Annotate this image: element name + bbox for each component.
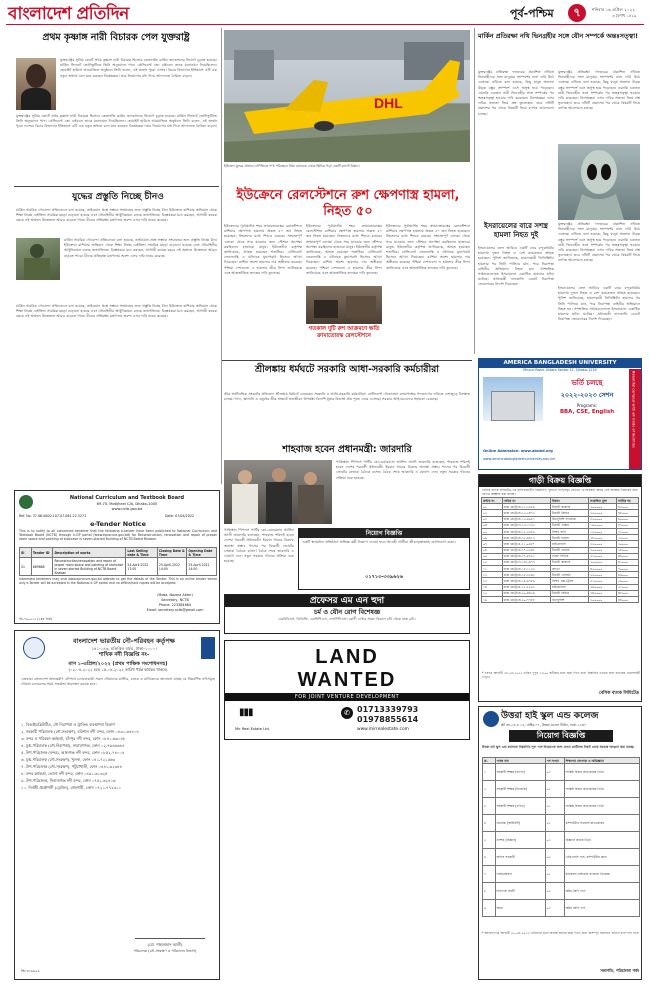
table-cell: প্রাডো	[551, 566, 589, 572]
land-wanted-ad	[224, 640, 470, 740]
table-cell: ০৫	[482, 528, 503, 534]
table-cell: ঢাকা মেট্রো-ঘ-১৭-২২৪৫	[502, 547, 550, 553]
table-cell: ২০০০০০	[589, 504, 617, 510]
table-cell: ০১	[545, 798, 564, 815]
land-subtitle: FOR JOINT VENTURE DEVELOPMENT	[225, 693, 469, 701]
vehicle-sale-notice	[478, 474, 642, 702]
table-cell: ০১	[545, 764, 564, 781]
table-row	[483, 883, 640, 900]
school-name: উত্তরা হাই স্কুল এন্ড কলেজ	[501, 711, 599, 721]
table-cell: টয়োটা করোলা	[551, 559, 589, 565]
table-header: Last Selling date & Time	[126, 548, 158, 558]
nctb-email: Email: secretary.nctb@gmail.com	[146, 608, 204, 612]
table-cell: ০১	[545, 900, 564, 917]
table-cell: সংশ্লিষ্ট বিষয়ে স্নাতকোত্তর ডিগ্রি	[564, 781, 639, 798]
article-3-subheadline: গতকাল দুটি রুশ আক্রমণে ক্ষতি ক্রামাতোরস্ক রেলস্টেশনে	[308, 326, 380, 339]
table-cell: ০৯	[482, 553, 503, 559]
table-header: Description of works	[53, 548, 126, 558]
table-cell: ৫১০০০	[617, 584, 639, 590]
column-rule	[474, 28, 475, 354]
table-header: ক্রমিক নং	[482, 498, 503, 504]
table-header: SI	[20, 548, 32, 558]
biwta-org: বাংলাদেশ ভারতীয় নৌ-পরিবহন কর্তৃপক্ষ	[73, 637, 175, 645]
university-building-photo	[483, 377, 543, 421]
table-cell: ৫৯০০০	[617, 578, 639, 584]
nctb-code: জি-৭৯০৫১৫ (২x৪ ইঞ্চি)	[19, 617, 53, 621]
table-cell: ২৪০০০০	[589, 590, 617, 596]
table-cell: প্রভাষক (আইসিটি)	[495, 815, 545, 832]
list-item: ১০. নির্বাহী প্রকৌশলী (ড্রেজিং), রাজশাহী, ফোন ০৭২১-৭৭২৩১১	[21, 785, 121, 790]
list-item: ১. বিআইডব্লিউটিএ, নৌ নিরাপত্তা ও ট্রাফিক ব্যবস্থাপনা বিভাগ	[21, 722, 115, 727]
table-cell: ৪৪০০০	[617, 597, 639, 603]
table-cell: কম্পিউটার সায়েন্সে স্নাতকোত্তর	[564, 815, 639, 832]
table-cell: ঢাকা মেট্রো-ঘ-১৫-৩৩৮৯	[502, 528, 550, 534]
table-cell: ৪	[483, 815, 496, 832]
table-row	[20, 558, 217, 576]
table-cell: ৩	[483, 798, 496, 815]
article-2-headline: যুদ্ধের প্রস্তুতি নিচ্ছে চীনও	[72, 192, 164, 202]
table-header: Opening Date & Time	[187, 548, 217, 558]
table-cell: অফিস সহকারী	[495, 849, 545, 866]
table-cell: ০১	[545, 832, 564, 849]
biwta-code: জি-৭৮৯৬২৬	[21, 969, 40, 973]
table-cell: ০৭	[482, 541, 503, 547]
table-cell: ১৯০০০০	[589, 522, 617, 528]
article-2-body-cont: মার্কিন সামরিক গোয়েন্দা প্রতিবেদনে বলা হয়েছে, তাইওয়ান প্রশ্নে সম্ভাব্য সংঘাতের জন্য প্রস্তুতি নিচ্ছে চীন। ইউক্রেনে রাশিয়ার অভিযান থেকে শিক্ষা নিচ্ছে বেইজিং। সামরিক মহড়া বাড়ানো হয়েছে এবং নৌবাহিনীর আধুনিকায়ন চলছে দ্রুতগতিতে। বিশ্লেষকরা মনে করছেন, আগামী কয়েক বছরে এই অঞ্চলে উত্তেজনা আরও বাড়তে পারে। চীনের প্রতিরক্ষা মন্ত্রণালয় অবশ্য এসব দাবি নাকচ করেছে।	[64, 238, 217, 258]
table-row	[483, 798, 640, 815]
article-4-headline: মার্কিন প্রতিরক্ষা নথি ভিনগ্রহীর সঙ্গে যৌন সম্পর্কে অন্তঃসত্ত্বা!	[478, 32, 638, 40]
list-item: ৯. উপ-পরিচালক, সিরাজগঞ্জ নদী বন্দর, ফোন ০৭৫১-৬২৪১৬	[21, 778, 116, 783]
university-address: Mirpur Road, Uttara Sector-11, Dhaka-1230	[523, 368, 597, 372]
article-1-body: যুক্তরাষ্ট্রের সুপ্রিম কোর্টে প্রথম কৃষ্ণাঙ্গ নারী বিচারক হিসেবে কেতানজি ব্রাউন জ্যাকসনের নিয়োগ চূড়ান্ত হয়েছে। মার্কিন সিনেটে ভোটাভুটিতে তিনি অনুমোদন পান। প্রেসিডেন্ট জো বাইডেন তাকে মনোনয়ন দিয়েছিলেন। হোয়াইট হাউসে আয়োজিত অনুষ্ঠানে তিনি বলেন, এই অর্জন পুরো দেশের। বিচার বিভাগের ইতিহাসে এটি এক নতুন অধ্যায় বলে মনে করছেন বিশ্লেষকরা। তার নিয়োগের মধ্য দিয়ে আদালতে বৈচিত্র্য বাড়ল।	[60, 58, 217, 78]
university-slogan: Beautiful campus with all kinds of facilities	[631, 371, 636, 448]
list-item: ৪. যুগ্ম-পরিচালক (নৌ-নিরাপত্তা), নারায়ণগঞ্জ, ফোন ০২-৭৬৪৬৬৪৪	[21, 743, 125, 748]
nctb-intro: This is to notify to all concerned tenderer that the following e-tender have been published to National Curriculum and Textbook Board (NCTB) through e-GP portal (www.eprocure.gov.bd) for Reconstruction, renovation and repair of proper room space and painting of staircase in seven-storied Building of NCTB Board Bhaban.	[19, 529, 217, 542]
table-cell: মিতসুবিশি পাজেরো	[551, 516, 589, 522]
table-cell: ৭	[483, 866, 496, 883]
table-cell: মাইক্রোবাস	[551, 541, 589, 547]
table-cell: ৪৮০০০	[617, 510, 639, 516]
table-cell: ১৩	[482, 578, 503, 584]
table-cell: ৪৬০০০	[617, 553, 639, 559]
list-item: ৭. উপ-পরিচালক (নৌ-সংরক্ষণ), পটুয়াখালী, ফোন ০৪৪১-৬২৩৪৪	[21, 764, 122, 769]
company-logo: ▮▮▮	[239, 707, 253, 718]
table-cell: ঢাকা মেট্রো-ঘ-২০-৪৪৫৬	[502, 590, 550, 596]
biwta-title: শাখিক নদী বিজ্ঞপ্তি নং-	[98, 652, 150, 658]
land-phone-1: 01713339793	[357, 705, 419, 714]
table-cell: ৫৮০০০	[617, 547, 639, 553]
table-row	[483, 866, 640, 883]
table-header: Closing Date & Time	[157, 548, 187, 558]
table-cell: ঢাকা মেট্রো-গ-১৪-৫৬৭৭	[502, 559, 550, 565]
date-line: শনিবার ১৬ এপ্রিল ২০২২	[592, 7, 635, 12]
session-label: ২০২২-২০২৩ সেশন	[560, 391, 614, 399]
article-5-body-cont: ইসরায়েলের তেল আবিবে একটি বারে বন্দুকধারীর হামলায় দুজন নিহত ও বেশ কয়েকজন আহত হয়েছেন। পুলিশ জানিয়েছে, হামলাকারী ফিলিস্তিনি। হামলার পর তিনি পালিয়ে যান, পরে নিরাপত্তা বাহিনীর অভিযানে নিহত হন। সাম্প্রতিক সপ্তাহগুলোতে ইসরায়েলে একাধিক হামলার ঘটনা ঘটেছে। প্রধানমন্ত্রী নাফতালি বেনেট নিরাপত্তা জোরদারের নির্দেশ দিয়েছেন।	[558, 286, 640, 322]
school-notice-title: নিয়োগ বিজ্ঞপ্তি	[509, 730, 613, 742]
table-row	[483, 815, 640, 832]
table-cell: সংশ্লিষ্ট বিষয়ে স্নাতকোত্তর ডিগ্রি	[564, 798, 639, 815]
school-address: প্লট নং-১৩ ও ১৫, সেক্টর-০৭, উত্তরা মডেল টাউন, ঢাকা-১২৩০	[501, 723, 587, 727]
table-header: গাড়ির নং	[502, 498, 550, 504]
article-1-headline: প্রথম কৃষ্ণাঙ্গ নারী বিচারক পেল যুক্তরাষ্ট্র	[42, 32, 190, 43]
table-cell: ৫০০০০	[617, 541, 639, 547]
table-cell: ০১	[482, 504, 503, 510]
table-cell: ৫৫০০০	[617, 535, 639, 541]
plane-photo-caption: ইউক্রেন যুদ্ধের প্রভাবে বাণিজ্যিক পণ্য পরিবহনে বিঘ্ন। রানওয়ে থেকে ছিটকে পড়া একটি কার্গো বিমান।	[224, 164, 360, 168]
table-cell: ২৮০০০০	[589, 535, 617, 541]
table-cell: ০৮	[482, 547, 503, 553]
nctb-signer-title: Secretary, NCTB	[161, 598, 189, 602]
column-rule	[221, 28, 222, 484]
table-cell: ঢাকা মেট্রো-ঘ-২০-৭৭৮৮	[502, 597, 550, 603]
table-cell: টয়োটা নোয়াহ	[551, 547, 589, 553]
job-ad-phone: ০১৭১৩-৩৩৯৬২৬	[365, 574, 403, 580]
table-cell: ৪৯০০০	[617, 572, 639, 578]
article-5-headline: ইসরায়েলের বারে সশস্ত্র হামলা নিহত দুই	[483, 222, 548, 239]
biwta-notice	[14, 630, 220, 980]
vehicle-table	[481, 497, 639, 603]
land-website: www.mirrealestate.com	[357, 727, 409, 732]
admission-label: ভর্তি চলছে	[571, 379, 603, 387]
article-3-headline: ইউক্রেনে রেলস্টেশনে রুশ ক্ষেপণাস্ত্র হামলা, নিহত ৫০	[236, 188, 460, 219]
table-cell: ৪৮০০০	[617, 590, 639, 596]
politicians-photo	[224, 460, 332, 524]
table-header: ক্র.	[483, 758, 496, 764]
phone-icon: ✆	[341, 707, 353, 719]
nctb-address: 69-70, Motijheel C/A, Dhaka-1000	[96, 502, 158, 506]
justice-photo	[16, 58, 56, 110]
table-cell: ৫	[483, 832, 496, 849]
school-intro: উত্তরা হাই স্কুল এন্ড কলেজে নিম্নবর্ণিত শূন্য পদে নিয়োগের জন্য যোগ্য প্রার্থীদের নিকট থেকে দরখাস্ত আহ্বান করা যাচ্ছে।	[482, 745, 635, 749]
table-header: সংরক্ষিত মূল্য	[589, 498, 617, 504]
university-name: AMERICA BANGLADESH UNIVERSITY	[479, 359, 641, 368]
table-cell: ৩০০০০০	[589, 547, 617, 553]
table-cell: ২৬০০০০	[589, 584, 617, 590]
biwta-intro: এতদ্বারা বাংলাদেশ অভ্যন্তরীণ নৌপথে চলাচলকারী সকল নৌযানের মাস্টার, চালক ও মালিকদের জানানো যাচ্ছে যে নিম্নবর্ণিত নদীসমূহে নৌযান চলাচলের সময় সতর্কতা অবলম্বন করতে হবে।	[21, 677, 215, 687]
nctb-date: Date: 07/04/2022	[165, 514, 195, 518]
svg-text:DHL: DHL	[374, 95, 403, 111]
table-cell: অষ্টম শ্রেণি পাস	[564, 900, 639, 917]
table-cell: হোন্ডা সিভিক	[551, 553, 589, 559]
table-cell: ১১	[482, 566, 503, 572]
list-item: ৫. উপ-পরিচালক (বন্দর), আশুগঞ্জ নদী বন্দর, ফোন ০৮৫২-৭৪০০৪	[21, 750, 125, 755]
table-cell: বিজ্ঞানে স্নাতক ডিগ্রি	[564, 832, 639, 849]
table-cell: সহকারী শিক্ষক (বাংলা)	[495, 764, 545, 781]
article-7-body-cont: পাকিস্তান পিপলস পার্টির কো-চেয়ারম্যান আসিফ আলী জারদারি বলেছেন, শাহবাজ শরিফই হবেন দেশের পরবর্তী প্রধানমন্ত্রী। ইমরান খানের বিরুদ্ধে অনাস্থা প্রস্তাব পাসের পর বিরোধী জোটের নেতারা বৈঠকে বসেন। বৈঠক শেষে জারদারি এ ঘোষণা দেন। নতুন সরকার গঠনের প্রক্রিয়া শুরু হয়েছে।	[224, 528, 294, 564]
table-cell: ঢাকা মেট্রো-ঘ-১৭-৮৮৯১	[502, 553, 550, 559]
biwta-address: ১৪১-১৪৩, মতিঝিল বা/এ, ঢাকা-১০০০।	[91, 646, 157, 651]
article-4-body-end: যুক্তরাষ্ট্রের প্রতিরক্ষা দফতরের প্রকাশিত নথিতে ভিনগ্রহীদের সঙ্গে মানুষের সংস্পর্শের নানা দাবি উঠে এসেছে। নথিতে বলা হয়েছে, কিছু মানুষ অজানা উড়ন্ত বস্তুর সংস্পর্শে এসে অসুস্থ হয়ে পড়েছেন। এমনকি একজন নারী ভিনগ্রহীর সঙ্গে সম্পর্কের পর অন্তঃসত্ত্বা হওয়ার দাবি করেছেন। বিশেষজ্ঞরা এসব দাবির সত্যতা নিয়ে প্রশ্ন তুলেছেন। তবে নথিটি প্রকাশের পর থেকে বিষয়টি নিয়ে ব্যাপক আলোচনা চলছে।	[558, 222, 640, 263]
table-cell: সংশ্লিষ্ট বিষয়ে স্নাতকোত্তর ডিগ্রি	[564, 764, 639, 781]
table-cell: ০২	[482, 510, 503, 516]
soldier-photo	[16, 238, 60, 280]
article-4-body: যুক্তরাষ্ট্রের প্রতিরক্ষা দফতরের প্রকাশিত নথিতে ভিনগ্রহীদের সঙ্গে মানুষের সংস্পর্শের নানা দাবি উঠে এসেছে। নথিতে বলা হয়েছে, কিছু মানুষ অজানা উড়ন্ত বস্তুর সংস্পর্শে এসে অসুস্থ হয়ে পড়েছেন। এমনকি একজন নারী ভিনগ্রহীর সঙ্গে সম্পর্কের পর অন্তঃসত্ত্বা হওয়ার দাবি করেছেন। বিশেষজ্ঞরা এসব দাবির সত্যতা নিয়ে প্রশ্ন তুলেছেন। তবে নথিটি প্রকাশের পর থেকে বিষয়টি নিয়ে ব্যাপক আলোচনা চলছে।	[478, 70, 554, 116]
job-ad-body: একটি স্বনামধন্য প্রতিষ্ঠানে অভিজ্ঞ কর্মী নিয়োগ দেওয়া হবে। আগ্রহী প্রার্থীরা জীবনবৃত্তান্তসহ যোগাযোগ করুন।	[302, 540, 456, 544]
table-cell: ০৪	[482, 522, 503, 528]
table-cell: ৬	[483, 849, 496, 866]
article-4-body-right: যুক্তরাষ্ট্রের প্রতিরক্ষা দফতরের প্রকাশিত নথিতে ভিনগ্রহীদের সঙ্গে মানুষের সংস্পর্শের নানা দাবি উঠে এসেছে। নথিতে বলা হয়েছে, কিছু মানুষ অজানা উড়ন্ত বস্তুর সংস্পর্শে এসে অসুস্থ হয়ে পড়েছেন। এমনকি একজন নারী ভিনগ্রহীর সঙ্গে সম্পর্কের পর অন্তঃসত্ত্বা হওয়ার দাবি করেছেন। বিশেষজ্ঞরা এসব দাবির সত্যতা নিয়ে প্রশ্ন তুলেছেন। তবে নথিটি প্রকাশের পর থেকে বিষয়টি নিয়ে ব্যাপক আলোচনা চলছে।	[558, 70, 640, 111]
university-website: www.americabangladeshuniversity.edu.bd	[483, 457, 555, 461]
table-header: সর্বনিম্ন দর	[617, 498, 639, 504]
article-7-headline: শাহবাজ হবেন প্রধানমন্ত্রী: জারদারি	[282, 444, 412, 455]
table-cell: এইচএসসি পাস, কম্পিউটার জ্ঞান	[564, 849, 639, 866]
table-cell: 25-April-2022 14:00	[157, 558, 187, 576]
article-3-body: ইউক্রেনের পূর্বাঞ্চলীয় শহর ক্রামাতোরস্কের রেলস্টেশনে রাশিয়ার ক্ষেপণাস্ত্র হামলায় অন্তত ৫০ জন নিহত হয়েছেন। নিহতদের মধ্যে শিশুও রয়েছে। সংঘাতপূর্ণ এলাকা থেকে সরে যাওয়ার জন্য স্টেশনে অপেক্ষা করছিলেন হাজারো মানুষ। ইউক্রেনীয় কর্তৃপক্ষ জানিয়েছে, আহত হয়েছেন শতাধিক। প্রেসিডেন্ট জেলেনস্কি এ ঘটনাকে যুদ্ধাপরাধ হিসেবে আখ্যা দিয়েছেন। রাশিয়া অবশ্য হামলার দায় অস্বীকার করেছে। পশ্চিমা দেশগুলো এ হামলার তীব্র নিন্দা জানিয়েছে এবং আন্তর্জাতিক তদন্তের দাবি তুলেছে।	[224, 224, 302, 275]
table-cell: ১০	[482, 559, 503, 565]
table-row	[483, 849, 640, 866]
table-header: পদ সংখ্যা	[545, 758, 564, 764]
table-cell: ৭০০০০	[617, 566, 639, 572]
table-cell: ৯	[483, 900, 496, 917]
list-item: ৮. বন্দর কর্মকর্তা, ভোলা নদী বন্দর, ফোন ০৪৯১-৬১৩২৫	[21, 771, 108, 776]
table-cell: ১	[483, 764, 496, 781]
table-header: শিক্ষাগত যোগ্যতা ও অভিজ্ঞতা	[564, 758, 639, 764]
doctor-specialty: চর্ম ও যৌন রোগ বিশেষজ্ঞ	[313, 608, 381, 616]
article-6-headline: শ্রীলঙ্কায় ধর্মঘটে সরকারি আধা-সরকারি কর্মচারীরা	[254, 364, 439, 375]
table-cell: ০১	[545, 866, 564, 883]
table-row	[482, 597, 639, 603]
biwta-signature	[135, 927, 205, 939]
school-recruitment-notice	[478, 706, 642, 980]
table-cell: লাইব্রেরিয়ান	[495, 866, 545, 883]
table-row	[483, 764, 640, 781]
table-cell: 01	[20, 558, 32, 576]
table-row	[483, 900, 640, 917]
page-number: ৭	[568, 4, 586, 22]
table-cell: ৪৫০০০০	[589, 566, 617, 572]
table-header: পদের নাম	[495, 758, 545, 764]
land-phone-2: 01978855614	[357, 715, 419, 724]
table-cell: ১২	[482, 572, 503, 578]
table-cell: ১৫০০০০	[589, 528, 617, 534]
biwta-signer-title: পরিচালক (নৌ-সংরক্ষণ ও পরিচালন বিভাগ)	[133, 949, 197, 953]
table-cell: ২২০০০০	[589, 510, 617, 516]
school-jobs-table	[482, 757, 640, 917]
plane-illustration	[224, 30, 470, 162]
school-notes: * আবেদনপত্র আগামী ৩০-০৪-২০২২ তারিখের মধ্যে অধ্যক্ষ বরাবর জমা দিতে হবে। অসম্পূর্ণ আবেদন বাতিল বলে গণ্য হবে।	[482, 931, 639, 935]
doctor-ad-body: এমবিবিএস, ডিডিভি, এমসিপিএস, এফসিপিএস। রোগী দেখার সময়: বিকাল ৪টা থেকে রাত ৯টা।	[278, 617, 416, 621]
programs-list: BBA, CSE, English	[559, 409, 615, 415]
railway-station-photo	[306, 286, 382, 324]
table-cell: অষ্টম শ্রেণি পাস	[564, 883, 639, 900]
table-cell: ৪২০০০	[617, 522, 639, 528]
article-2-body-end: মার্কিন সামরিক গোয়েন্দা প্রতিবেদনে বলা হয়েছে, তাইওয়ান প্রশ্নে সম্ভাব্য সংঘাতের জন্য প্রস্তুতি নিচ্ছে চীন। ইউক্রেনে রাশিয়ার অভিযান থেকে শিক্ষা নিচ্ছে বেইজিং। সামরিক মহড়া বাড়ানো হয়েছে এবং নৌবাহিনীর আধুনিকায়ন চলছে দ্রুতগতিতে। বিশ্লেষকরা মনে করছেন, আগামী কয়েক বছরে এই অঞ্চলে উত্তেজনা আরও বাড়তে পারে। চীনের প্রতিরক্ষা মন্ত্রণালয় অবশ্য এসব দাবি নাকচ করেছে।	[16, 304, 217, 319]
nctb-signer: (Mosa. Nazma Akter)	[157, 593, 193, 597]
university-ad	[478, 358, 642, 470]
article-4-kicker	[478, 32, 638, 42]
table-cell: সহকারী শিক্ষক (গণিত)	[495, 798, 545, 815]
vehicle-sale-title: গাড়ী বিক্রয় বিজ্ঞপ্তি	[479, 475, 641, 487]
table-cell: প্রদর্শক (বিজ্ঞান)	[495, 832, 545, 849]
article-5-body: ইসরায়েলের তেল আবিবে একটি বারে বন্দুকধারীর হামলায় দুজন নিহত ও বেশ কয়েকজন আহত হয়েছেন। পুলিশ জানিয়েছে, হামলাকারী ফিলিস্তিনি। হামলার পর তিনি পালিয়ে যান, পরে নিরাপত্তা বাহিনীর অভিযানে নিহত হন। সাম্প্রতিক সপ্তাহগুলোতে ইসরায়েলে একাধিক হামলার ঘটনা ঘটেছে। প্রধানমন্ত্রী নাফতালি বেনেট নিরাপত্তা জোরদারের নির্দেশ দিয়েছেন।	[478, 246, 554, 287]
school-signer: সভাপতি, পরিচালনা পর্ষদ	[600, 968, 639, 973]
nctb-footer: Interested tenderers may visit www.eprocure.gov.bd website to get the details of the Tender. This is an online tender where only e-Tender will be accepted in the National e-GP portal and no offline/hard copies will be accepted.	[19, 577, 217, 585]
article-1-body-cont: যুক্তরাষ্ট্রের সুপ্রিম কোর্টে প্রথম কৃষ্ণাঙ্গ নারী বিচারক হিসেবে কেতানজি ব্রাউন জ্যাকসনের নিয়োগ চূড়ান্ত হয়েছে। মার্কিন সিনেটে ভোটাভুটিতে তিনি অনুমোদন পান। প্রেসিডেন্ট জো বাইডেন তাকে মনোনয়ন দিয়েছিলেন। হোয়াইট হাউসে আয়োজিত অনুষ্ঠানে তিনি বলেন, এই অর্জন পুরো দেশের। বিচার বিভাগের ইতিহাসে এটি এক নতুন অধ্যায় বলে মনে করছেন বিশ্লেষকরা। তার নিয়োগের মধ্য দিয়ে আদালতে বৈচিত্র্য বাড়ল।	[16, 114, 217, 129]
biwta-logo	[23, 637, 45, 659]
table-cell: টয়োটা প্রিমিও	[551, 590, 589, 596]
table-cell: ০২	[545, 849, 564, 866]
flag-icon	[201, 637, 215, 659]
job-ad-title: নিয়োগ বিজ্ঞপ্তি	[299, 529, 469, 538]
table-cell: ৩১০০০০	[589, 578, 617, 584]
nctb-table	[19, 547, 217, 576]
vehicle-sale-notes: * দরপত্র আগামী ২৮-০৪-২০২২ তারিখ দুপুর ১২:০০ ঘটিকার মধ্যে জমা দিতে হবে। বিস্তারিত তথ্যের জন্য ব্যাংকের ওয়েবসাইট দেখুন।	[482, 671, 640, 679]
table-row	[483, 832, 640, 849]
bank-name: বেসিক ব্যাংক লিমিটেড	[598, 691, 639, 696]
table-cell: টয়োটা এক্সিও	[551, 522, 589, 528]
nctb-phone: Phone: 223384664	[158, 603, 192, 607]
table-cell: ঢাকা মেট্রো-ঘ-১৫-৪৪১২	[502, 535, 550, 541]
table-cell: ০৩	[482, 516, 503, 522]
nctb-ref: Ref. No. 37.06.0000.107.07.061.22.3271	[19, 514, 87, 518]
article-3-body-mid: ইউক্রেনের পূর্বাঞ্চলীয় শহর ক্রামাতোরস্কের রেলস্টেশনে রাশিয়ার ক্ষেপণাস্ত্র হামলায় অন্তত ৫০ জন নিহত হয়েছেন। নিহতদের মধ্যে শিশুও রয়েছে। সংঘাতপূর্ণ এলাকা থেকে সরে যাওয়ার জন্য স্টেশনে অপেক্ষা করছিলেন হাজারো মানুষ। ইউক্রেনীয় কর্তৃপক্ষ জানিয়েছে, আহত হয়েছেন শতাধিক। প্রেসিডেন্ট জেলেনস্কি এ ঘটনাকে যুদ্ধাপরাধ হিসেবে আখ্যা দিয়েছেন। রাশিয়া অবশ্য হামলার দায় অস্বীকার করেছে। পশ্চিমা দেশগুলো এ হামলার তীব্র নিন্দা জানিয়েছে এবং আন্তর্জাতিক তদন্তের দাবি তুলেছে।	[306, 224, 382, 275]
doctor-ad	[224, 594, 470, 634]
divider	[222, 360, 472, 361]
table-cell: 25-April-2022 14:00	[187, 558, 217, 576]
nctb-logo	[19, 495, 33, 509]
table-cell: সহকারী শিক্ষক (ইংরেজি)	[495, 781, 545, 798]
table-cell: ২৫০০০০	[589, 541, 617, 547]
vehicle-sale-intro: বেসিক ব্যাংক লিমিটেড-এর মালিকানাধীন নিম্নবর্ণিত পুরাতন গাড়িসমূহ যেখানে যে অবস্থায় আছে সেই অবস্থায় বিক্রয়ের জন্য দরপত্র আহ্বান করা যাচ্ছে।	[482, 488, 638, 497]
section-name: পূর্ব-পশ্চিম	[510, 7, 554, 20]
table-cell: মিতসুবিশি	[551, 597, 589, 603]
table-cell: ২৩০০০০	[589, 572, 617, 578]
table-cell: ১৫	[482, 590, 503, 596]
company-name: Mir Real Estate Ltd.	[235, 727, 270, 731]
table-cell: ৪৫০০০	[617, 559, 639, 565]
table-row	[483, 781, 640, 798]
table-cell: ২০০০০০	[589, 597, 617, 603]
online-admission: Online Admission: www.abubd.org	[483, 449, 553, 453]
biwta-date: (০২-০৪-২০২২ হতে ১৫-০৪-২০২২ তারিখ পর্যন্ত কার্যকর থাকবে)	[68, 667, 168, 672]
table-header: বিবরণ	[551, 498, 589, 504]
table-cell: ঢাকা মেট্রো-ঘ-১৯-৬৭৮৯	[502, 578, 550, 584]
list-item: ২. সহকারী পরিচালক (নৌ-সংরক্ষণ), বরিশাল নদী বন্দর, ফোন ০৪৩১-৬৪৪০৪	[21, 729, 139, 734]
table-cell: ১৬	[482, 597, 503, 603]
article-6-body: তীব্র অর্থনৈতিক সংকটের প্রতিবাদে শ্রীলঙ্কায় ধর্মঘটে নেমেছেন সরকারি ও আধা-সরকারি কর্মচারীরা। প্রেসিডেন্ট গোতাবায়া রাজাপক্ষের পদত্যাগের দাবিতে দেশজুড়ে বিক্ষোভ চলছে। খাদ্য, জ্বালানি ও ওষুধের তীব্র সংকটে জনজীবন বিপর্যস্ত। বিদেশি মুদ্রার রিজার্ভ প্রায় শূন্যে নেমে এসেছে। সরকার আইএমএফের সহায়তা চেয়েছে।	[224, 392, 470, 402]
table-cell: টয়োটা হায়েস	[551, 535, 589, 541]
table-cell: ০১	[545, 781, 564, 798]
table-cell: ঢাকা মেট্রো-চ-১১-০৯৮৭	[502, 541, 550, 547]
nctb-tender-notice	[14, 490, 220, 624]
nctb-org: National Curriculum and Textbook Board	[69, 495, 185, 501]
table-header-row	[20, 548, 217, 558]
article-7-body: পাকিস্তান পিপলস পার্টির কো-চেয়ারম্যান আসিফ আলী জারদারি বলেছেন, শাহবাজ শরিফই হবেন দেশের পরবর্তী প্রধানমন্ত্রী। ইমরান খানের বিরুদ্ধে অনাস্থা প্রস্তাব পাসের পর বিরোধী জোটের নেতারা বৈঠকে বসেন। বৈঠক শেষে জারদারি এ ঘোষণা দেন। নতুন সরকার গঠনের প্রক্রিয়া শুরু হয়েছে।	[336, 460, 470, 480]
table-cell: ঢাকা মেট্রো-ঘ-১১-২৩৮৬	[502, 504, 550, 510]
table-cell: ১৪	[482, 584, 503, 590]
table-cell: টয়োটা করোলা	[551, 504, 589, 510]
wanted-title: WANTED	[297, 669, 397, 691]
job-ad-small	[298, 528, 470, 590]
biwta-signer: (মো. শাহজাহান আলী)	[147, 942, 183, 947]
masthead	[0, 0, 650, 26]
table-cell: ঢাকা মেট্রো-ঘ-১৮-১১২৩	[502, 566, 550, 572]
cargo-plane-photo	[224, 30, 470, 162]
table-cell: ঢাকা মেট্রো-ঘ-১৮-৩৩৪৫	[502, 572, 550, 578]
programs-label: Programs:	[576, 403, 598, 408]
table-cell: ০৬	[482, 535, 503, 541]
table-cell: ৬০০০০	[617, 516, 639, 522]
article-3-body-right: ইউক্রেনের পূর্বাঞ্চলীয় শহর ক্রামাতোরস্কের রেলস্টেশনে রাশিয়ার ক্ষেপণাস্ত্র হামলায় অন্তত ৫০ জন নিহত হয়েছেন। নিহতদের মধ্যে শিশুও রয়েছে। সংঘাতপূর্ণ এলাকা থেকে সরে যাওয়ার জন্য স্টেশনে অপেক্ষা করছিলেন হাজারো মানুষ। ইউক্রেনীয় কর্তৃপক্ষ জানিয়েছে, আহত হয়েছেন শতাধিক। প্রেসিডেন্ট জেলেনস্কি এ ঘটনাকে যুদ্ধাপরাধ হিসেবে আখ্যা দিয়েছেন। রাশিয়া অবশ্য হামলার দায় অস্বীকার করেছে। পশ্চিমা দেশগুলো এ হামলার তীব্র নিন্দা জানিয়েছে এবং আন্তর্জাতিক তদন্তের দাবি তুলেছে।	[386, 224, 470, 270]
article-2-body: মার্কিন সামরিক গোয়েন্দা প্রতিবেদনে বলা হয়েছে, তাইওয়ান প্রশ্নে সম্ভাব্য সংঘাতের জন্য প্রস্তুতি নিচ্ছে চীন। ইউক্রেনে রাশিয়ার অভিযান থেকে শিক্ষা নিচ্ছে বেইজিং। সামরিক মহড়া বাড়ানো হয়েছে এবং নৌবাহিনীর আধুনিকায়ন চলছে দ্রুতগতিতে। বিশ্লেষকরা মনে করছেন, আগামী কয়েক বছরে এই অঞ্চলে উত্তেজনা আরও বাড়তে পারে। চীনের প্রতিরক্ষা মন্ত্রণালয় অবশ্য এসব দাবি নাকচ করেছে।	[16, 208, 217, 223]
date-line-secondary: ৩ বৈশাখ ১৪২৯	[612, 13, 637, 18]
table-cell: ৩৫০০০	[617, 528, 639, 534]
alien-photo	[558, 144, 640, 220]
table-cell: নিশান এক্স-ট্রেইল	[551, 578, 589, 584]
table-cell: ৪৫০০০	[617, 504, 639, 510]
table-cell: আয়া	[495, 900, 545, 917]
table-cell: ঢাকা মেট্রো-ঘ-১৩-৫৪৭২	[502, 510, 550, 516]
land-title: LAND	[315, 646, 379, 668]
table-cell: টয়োটা এলিয়ন	[551, 572, 589, 578]
nctb-website: www.nctb.gov.bd	[111, 507, 143, 511]
table-cell: 24-April-2022 17:00	[126, 558, 158, 576]
table-cell: ২০৫০০০	[589, 559, 617, 565]
biwta-subtitle: মাস ১-এপ্রিল/২০২২ (প্রথম পাক্ষিক সংশোধনসহ)	[68, 661, 168, 667]
table-cell: ৮	[483, 883, 496, 900]
masthead-rule	[6, 24, 644, 25]
table-cell: ঢাকা মেট্রো-ঘ-১৩-৬৯৮১	[502, 516, 550, 522]
table-cell: মাইক্রোবাস	[551, 584, 589, 590]
table-cell: স্নাতকসহ লাইব্রেরি সায়েন্সে ডিপ্লোমা	[564, 866, 639, 883]
table-cell: ২	[483, 781, 496, 798]
table-cell: ৩৫০০০০	[589, 516, 617, 522]
list-item: ৬. যুগ্ম-পরিচালক (নৌ-সংরক্ষণ), খুলনা, ফোন ০৪১-৭২১৫৬৩	[21, 757, 115, 762]
divider	[14, 186, 219, 187]
table-cell: ঢাকা মেট্রো-চ-১৫-২২৩৩	[502, 584, 550, 590]
table-cell: নিশান সানি	[551, 528, 589, 534]
table-cell: টয়োটা প্রিমিও	[551, 510, 589, 516]
table-cell: নিরাপত্তা প্রহরী	[495, 883, 545, 900]
table-cell: ০২	[545, 883, 564, 900]
table-cell: ২১০০০০	[589, 553, 617, 559]
list-item: ৩. বন্দর ও পরিবহন কর্মকর্তা, চাঁদপুর নদী বন্দর, ফোন ০৮৪১-৬৩০৪৮	[21, 736, 126, 741]
nctb-title: e-Tender Notice	[90, 520, 146, 528]
biwta-list	[21, 721, 215, 791]
table-cell: ঢাকা মেট্রো-গ-১৩-১৭৫২	[502, 522, 550, 528]
table-cell: 689888	[31, 558, 53, 576]
newspaper-logo: বাংলাদেশ প্রতিদিন	[8, 4, 129, 24]
table-cell: Reconstruction/renovation and repair of proper room space and painting of staircase in seven-storied Building of NCTB Board Bhaban	[53, 558, 126, 576]
table-header: Tender ID	[31, 548, 53, 558]
doctor-name: প্রফেসর এম এন হুদা	[225, 595, 469, 607]
table-cell: ০১	[545, 815, 564, 832]
school-logo	[483, 711, 499, 727]
university-vertical-banner	[629, 369, 641, 469]
